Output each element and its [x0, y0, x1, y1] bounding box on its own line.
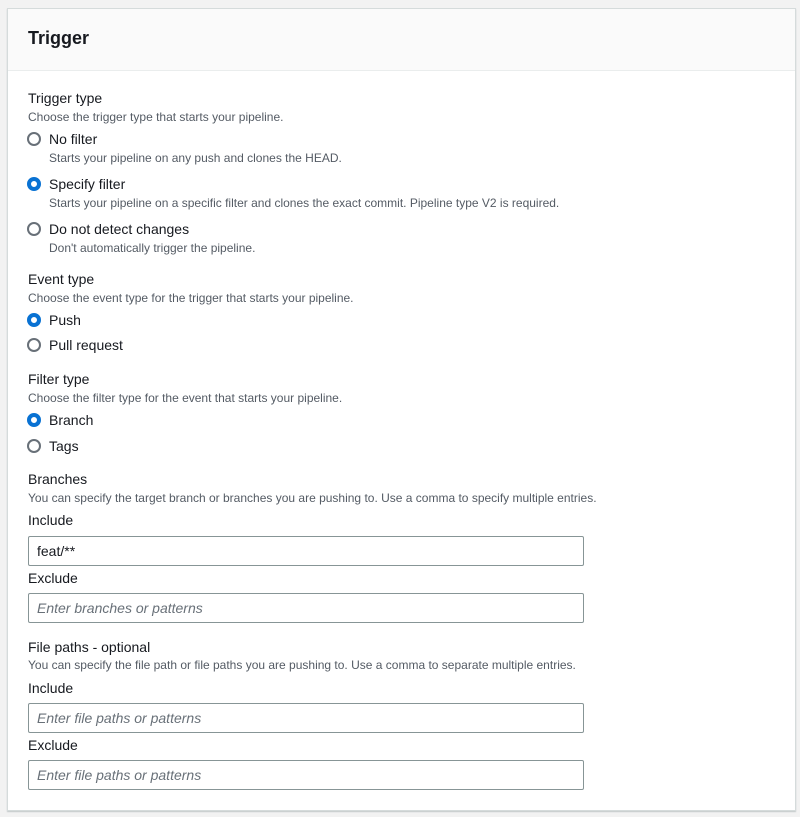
radio-pull-request[interactable] — [27, 338, 41, 352]
radio-label-no-filter[interactable]: No filter — [49, 131, 98, 147]
radio-label-push[interactable]: Push — [49, 312, 81, 328]
radio-label-pull-request[interactable]: Pull request — [49, 337, 123, 353]
radio-tags[interactable] — [27, 439, 41, 453]
do-not-detect-description: Don't automatically trigger the pipeline. — [49, 241, 256, 255]
filter-type-label: Filter type — [28, 371, 90, 387]
radio-label-tags[interactable]: Tags — [49, 438, 79, 454]
file-paths-include-label: Include — [28, 680, 74, 696]
radio-label-specify-filter[interactable]: Specify filter — [49, 176, 126, 192]
branches-include-label: Include — [28, 512, 74, 528]
branches-include-input[interactable] — [28, 536, 584, 566]
trigger-type-label: Trigger type — [28, 90, 103, 106]
panel-header — [8, 9, 795, 71]
file-paths-exclude-input[interactable] — [28, 760, 584, 790]
radio-specify-filter[interactable] — [27, 177, 41, 191]
file-paths-description: You can specify the file path or file paths you are pushing to. Use a comma to separate multiple entries. — [28, 658, 576, 672]
branches-label: Branches — [28, 471, 88, 487]
event-type-label: Event type — [28, 271, 95, 287]
trigger-panel — [7, 8, 796, 811]
radio-do-not-detect[interactable] — [27, 222, 41, 236]
no-filter-description: Starts your pipeline on any push and clones the HEAD. — [49, 151, 342, 165]
radio-label-branch[interactable]: Branch — [49, 412, 94, 428]
file-paths-label: File paths - optional — [28, 639, 151, 655]
branches-description: You can specify the target branch or branches you are pushing to. Use a comma to specify multiple entries. — [28, 491, 597, 505]
radio-branch[interactable] — [27, 413, 41, 427]
specify-filter-description: Starts your pipeline on a specific filter and clones the exact commit. Pipeline type V2 is required. — [49, 196, 560, 210]
event-type-description: Choose the event type for the trigger that starts your pipeline. — [28, 291, 354, 305]
branches-exclude-input[interactable] — [28, 593, 584, 623]
radio-push[interactable] — [27, 313, 41, 327]
branches-exclude-label: Exclude — [28, 570, 78, 586]
panel-title: Trigger — [28, 28, 90, 48]
file-paths-include-input[interactable] — [28, 703, 584, 733]
radio-label-do-not-detect[interactable]: Do not detect changes — [49, 221, 190, 237]
filter-type-description: Choose the filter type for the event that starts your pipeline. — [28, 391, 343, 405]
radio-no-filter[interactable] — [27, 132, 41, 146]
trigger-type-description: Choose the trigger type that starts your pipeline. — [28, 110, 284, 124]
file-paths-exclude-label: Exclude — [28, 737, 78, 753]
